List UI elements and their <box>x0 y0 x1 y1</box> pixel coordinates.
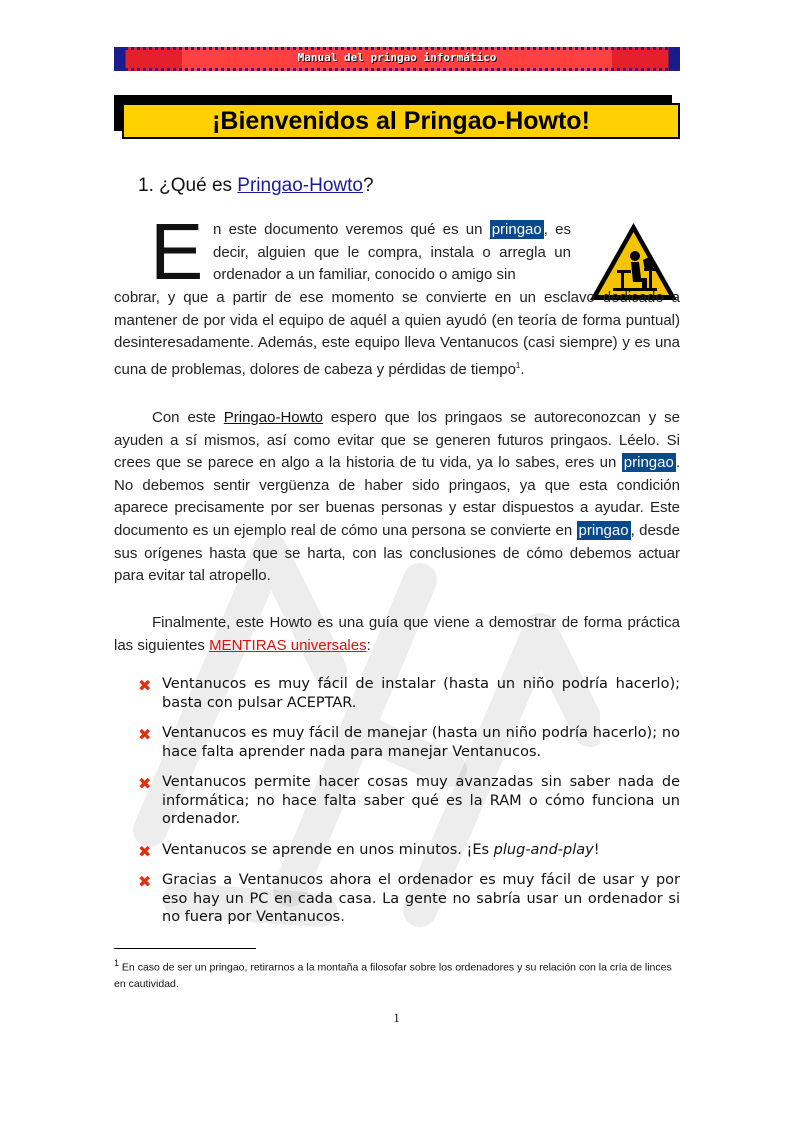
text-run: . No debemos sentir vergüenza de haber sido pringaos, ya que esta condición aparece precisamente por ser buenas personas y estar dispuestos a ayudar. Este documento es un ejemplo real de cómo una persona se convierte en <box>114 454 680 539</box>
list-item-text: Ventanucos es muy fácil de instalar (hasta un niño podría hacerlo); basta con pulsar ACEPTAR. <box>162 676 680 711</box>
section-prefix: ¿Qué es <box>159 175 238 196</box>
section-suffix: ? <box>362 175 374 196</box>
cross-icon: ✖ <box>138 841 152 861</box>
text-run: Con este <box>152 409 224 426</box>
list-item-emphasis: plug-and-play <box>493 841 594 858</box>
text-run: , es decir, alguien que le compra, instala o arregla un ordenador a un familiar, conocido o amigo sin <box>213 221 571 284</box>
highlight-pringao: pringao <box>578 521 629 539</box>
page-title: ¡Bienvenidos al Pringao-Howto! <box>122 103 680 139</box>
list-item-text: Ventanucos permite hacer cosas muy avanzadas sin saber nada de informática; no hace falta saber qué es la RAM o cómo funciona un ordenador. <box>162 774 680 827</box>
running-header <box>114 47 680 71</box>
list-item <box>138 724 680 761</box>
pringao-howto-link[interactable]: Pringao-Howto <box>223 409 323 426</box>
section-heading <box>138 175 374 197</box>
cross-icon: ✖ <box>138 725 152 744</box>
list-item-text: ! <box>593 841 600 858</box>
cross-icon: ✖ <box>138 774 152 793</box>
intro-paragraph-part2 <box>114 287 680 381</box>
page-number: 1 <box>393 1010 400 1025</box>
footnote-text: En caso de ser un pringao, retirarnos a la montaña a filosofar sobre los ordenadores y su relación con la cría de linces en cautividad. <box>114 961 672 990</box>
list-item-text: Ventanucos se aprende en unos minutos. ¡Es <box>162 841 494 858</box>
text-run: . <box>520 360 525 378</box>
list-item <box>138 871 680 927</box>
footnote-ref[interactable]: 1 <box>515 360 521 370</box>
cross-icon: ✖ <box>138 676 152 695</box>
text-run: Finalmente, este Howto es una guía que viene a demostrar de forma práctica las siguientes <box>114 614 680 654</box>
title-box <box>114 95 680 139</box>
text-run: , desde sus orígenes hasta que se harta, con las conclusiones de cómo debemos actuar para evitar tal atropello. <box>114 521 680 585</box>
footnote-number: 1 <box>114 958 120 968</box>
cross-icon: ✖ <box>138 872 152 891</box>
highlight-pringao: pringao <box>623 454 674 472</box>
text-run: n este documento veremos qué es un <box>213 221 490 238</box>
list-item <box>138 675 680 712</box>
lies-list <box>138 675 680 939</box>
drop-cap: E <box>150 207 204 296</box>
section-link[interactable]: Pringao-Howto <box>237 175 363 196</box>
highlight-pringao: pringao <box>491 221 542 238</box>
section-number: 1. <box>138 175 154 196</box>
text-run: cobrar, y que a partir de ese momento se convierte en un esclavo dedicado a mantener de por vida el equipo de aquél a quien ayudó (en teoría de forma puntual) desinteresadamente. Además, este equipo lleva Ventanucos (casi siempre) y es una cuna de problemas, dolores de cabeza y pérdidas de tiempo <box>114 289 680 378</box>
text-run: espero que los pringaos se autoreconozcan y se ayuden a sí mismos, así como evitar que se generen futuros pringaos. Léelo. Si crees que se parece en algo a la historia de tu vida, ya lo sabes, eres un <box>114 409 680 472</box>
text-run: : <box>366 636 371 654</box>
footnote-separator <box>114 948 256 949</box>
paragraph-3 <box>114 612 680 657</box>
mentiras-link[interactable]: MENTIRAS universales <box>209 636 367 654</box>
list-item-text: Gracias a Ventanucos ahora el ordenador es muy fácil de usar y por eso hay un PC en cada casa. La gente no sabría usar un ordenador si no fuera por Ventanucos. <box>162 872 680 925</box>
list-item-text: Ventanucos es muy fácil de manejar (hasta un niño podría hacerlo); no hace falta aprender nada para manejar Ventanucos. <box>162 725 680 760</box>
footnote <box>114 955 680 992</box>
list-item <box>138 773 680 829</box>
running-header-text: Manual del pringao informático <box>297 51 497 64</box>
intro-paragraph-part1 <box>213 219 571 287</box>
paragraph-2 <box>114 407 680 588</box>
list-item <box>138 841 680 860</box>
